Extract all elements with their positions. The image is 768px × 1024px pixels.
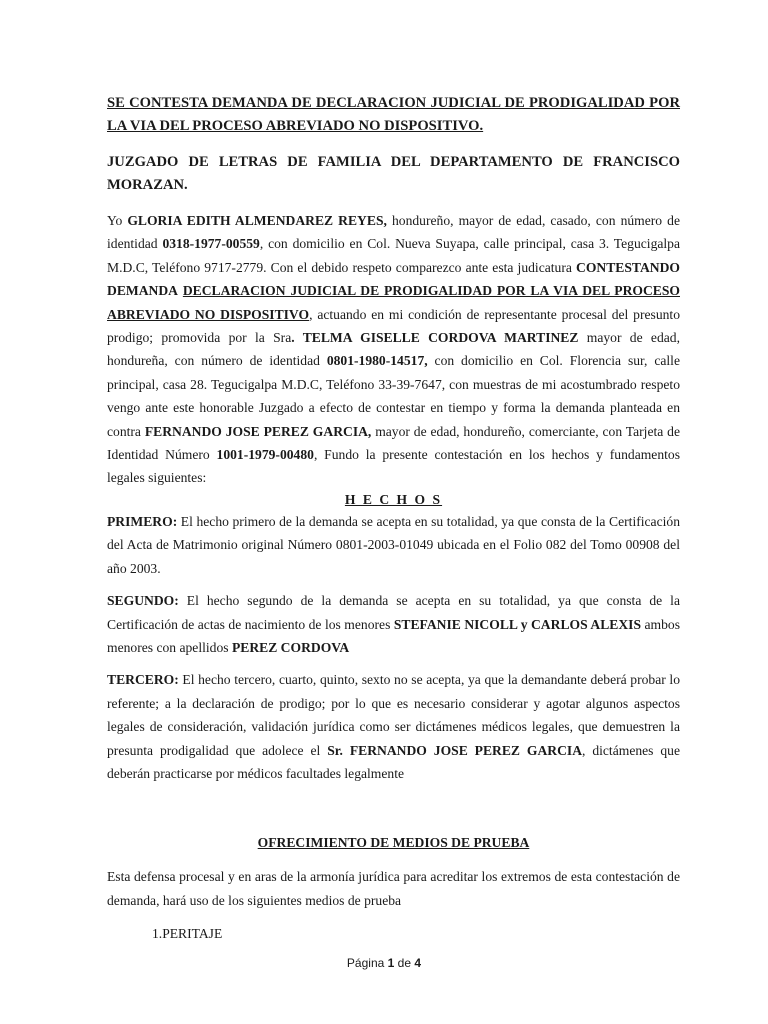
document-title: SE CONTESTA DEMANDA DE DECLARACION JUDICIAL DE PRODIGALIDAD POR LA VIA DEL PROCESO ABREVIADO NO DISPOSITIVO. <box>107 95 680 134</box>
children-surname: PEREZ CORDOVA <box>231 639 350 655</box>
fact-text: El hecho primero de la demanda se acepta en su totalidad, ya que consta de la Certificación del Acta de Matrimonio original Número 0801-2003-01049 ubicada en el Folio 082 del Tomo 00908 del año 2003. <box>107 513 680 576</box>
page-number: 1 <box>387 956 395 970</box>
defendant-name: FERNANDO JOSE PEREZ GARCIA, <box>144 423 372 439</box>
defendant-name-ref: Sr. FERNANDO JOSE PEREZ GARCIA <box>327 742 583 758</box>
evidence-paragraph: Esta defensa procesal y en aras de la armonía jurídica para acreditar los extremos de esta contestación de demanda, hará uso de los siguientes medios de prueba <box>107 869 680 908</box>
intro-text: mayor de edad, hondureño, comerciante, con Tarjeta de Identidad Número <box>107 423 680 463</box>
fact-tercero <box>107 668 680 785</box>
court-heading: JUZGADO DE LETRAS DE FAMILIA DEL DEPARTAMENTO DE FRANCISCO MORAZAN. <box>107 154 680 193</box>
fact-primero <box>107 510 680 580</box>
fact-text: ambos menores con apellidos <box>107 616 680 655</box>
applicant-id: 0318-1977-00559 <box>162 236 260 252</box>
intro-text: con domicilio en Col. Florencia sur, calle principal, casa 28. Tegucigalpa M.D.C, Teléfono 33-39-7647, con muestras de mi acostumbrado respeto vengo ante este honorable Juzgado a efecto de contestar en tiempo y forma la demanda planteada en contra <box>107 353 680 439</box>
evidence-heading: OFRECIMIENTO DE MEDIOS DE PRUEBA <box>257 835 530 851</box>
intro-text: , Fundo la presente contestación en los hechos y fundamentos legales siguientes: <box>107 447 680 486</box>
fact-text: El hecho segundo de la demanda se acepta en su totalidad, ya que consta de la Certificación de actas de nacimiento de los menores <box>107 593 680 632</box>
list-item: 1.PERITAJE <box>152 926 223 942</box>
intro-text: Yo <box>107 213 128 228</box>
intro-text: mayor de edad, hondureña, con número de identidad <box>107 330 680 369</box>
of-word: de <box>397 956 412 970</box>
children-names: STEFANIE NICOLL y CARLOS ALEXIS <box>393 616 642 632</box>
page-footer <box>0 956 768 970</box>
fact-segundo <box>107 589 680 659</box>
document-page <box>107 92 680 946</box>
contestando-label: CONTESTANDO DEMANDA <box>107 259 680 299</box>
plaintiff-id: 0801-1980-14517, <box>326 353 428 369</box>
applicant-name: GLORIA EDITH ALMENDAREZ REYES, <box>127 213 387 228</box>
fact-label: PRIMERO: <box>107 513 178 529</box>
fact-label: TERCERO: <box>107 672 179 688</box>
page-total: 4 <box>414 956 422 970</box>
intro-text: , actuando en mi condición de representante procesal del presunto prodigo; promovida por la Sra <box>107 306 680 346</box>
intro-text: , con domicilio en Col. Nueva Suyapa, calle principal, casa 3. Tegucigalpa M.D.C, Teléfono 9717-2779. Con el debido respeto comparezco ante esta judicatura <box>107 236 681 275</box>
intro-text: hondureño, mayor de edad, casado, con número de identidad <box>107 213 680 252</box>
hechos-heading: H E C H O S <box>344 491 443 507</box>
intro-paragraph <box>107 209 680 490</box>
fact-label: SEGUNDO: <box>107 593 179 609</box>
plaintiff-name: . TELMA GISELLE CORDOVA MARTINEZ <box>291 330 579 346</box>
fact-text: , dictámenes que deberán practicarse por médicos facultades legalmente <box>107 742 680 781</box>
demand-title: DECLARACION JUDICIAL DE PRODIGALIDAD POR LA VIA DEL PROCESO ABREVIADO NO DISPOSITIVO <box>107 283 680 322</box>
fact-text: El hecho tercero, cuarto, quinto, sexto no se acepta, ya que la demandante deberá probar lo referente; a la declaración de prodigo; por lo que es necesario considerar y agotar algunos aspectos legales de consideración, validación jurídica como ser dictámenes médicos legales, que demuestren la presunta prodigalidad que adolece el <box>107 672 680 758</box>
page-word: Página <box>346 956 385 970</box>
defendant-id: 1001-1979-00480 <box>216 447 314 463</box>
